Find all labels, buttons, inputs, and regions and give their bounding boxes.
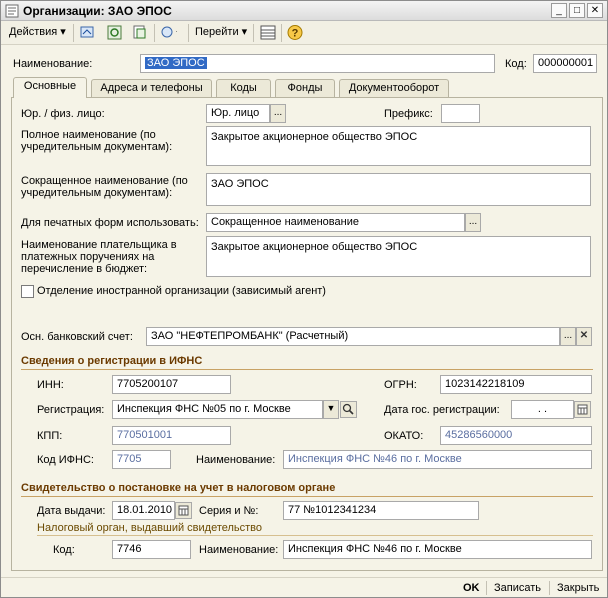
name-input-value: ЗАО ЭПОС [147, 57, 205, 69]
legal-entity-select-button[interactable]: ... [270, 104, 286, 123]
ogrn-label: ОГРН: [384, 379, 417, 391]
actions-menu[interactable]: Действия ▾ [9, 26, 66, 38]
foreign-branch-label: Отделение иностранной организации (зависимый агент) [37, 285, 326, 297]
actions-menu-label: Действия [9, 26, 58, 38]
reg-date-input[interactable]: . . [511, 400, 574, 419]
cert-name-label: Наименование: [199, 544, 279, 556]
issuing-authority-divider [37, 535, 593, 536]
cert-code-label: Код: [53, 544, 75, 556]
close-button[interactable]: Закрыть [557, 582, 600, 594]
registration-field[interactable]: Инспекция ФНС №05 по г. Москве [112, 400, 323, 419]
svg-text:?: ? [291, 27, 299, 40]
code-input[interactable]: 000000001 [533, 54, 597, 73]
okato-label: ОКАТО: [384, 430, 424, 442]
print-forms-label: Для печатных форм использовать: [21, 217, 199, 229]
kpp-label: КПП: [37, 430, 63, 442]
series-input[interactable]: 77 №1012341234 [283, 501, 479, 520]
bank-account-clear-button[interactable]: ✕ [576, 327, 592, 346]
kpp-input[interactable]: 770501001 [112, 426, 231, 445]
issue-date-label: Дата выдачи: [37, 505, 106, 517]
print-forms-select-button[interactable]: ... [465, 213, 481, 232]
list-icon[interactable] [259, 24, 277, 41]
footer-separator [486, 581, 487, 595]
tab-funds[interactable]: Фонды [275, 79, 335, 97]
window-title: Организации: ЗАО ЭПОС [23, 4, 172, 18]
refresh-icon[interactable] [106, 24, 124, 41]
full-name-textarea[interactable]: Закрытое акционерное общество ЭПОС [206, 126, 591, 166]
name-label: Наименование: [13, 58, 93, 70]
tab-codes[interactable]: Коды [216, 79, 271, 97]
close-window-button[interactable]: ✕ [587, 3, 603, 18]
ok-button[interactable]: OK [463, 582, 480, 594]
goto-menu-label: Перейти [195, 26, 239, 38]
foreign-branch-checkbox[interactable] [21, 285, 34, 298]
full-name-label: Полное наименование (по учредительным документам): [21, 129, 173, 153]
registration-label: Регистрация: [37, 404, 105, 416]
toolbar-separator [253, 24, 254, 42]
bank-account-label: Осн. банковский счет: [21, 331, 133, 343]
tab-main[interactable]: Основные [13, 77, 87, 98]
cert-code-input[interactable]: 7746 [112, 540, 191, 559]
cert-name-input[interactable]: Инспекция ФНС №46 по г. Москве [283, 540, 592, 559]
tab-document-flow[interactable]: Документооборот [339, 79, 449, 97]
print-forms-field[interactable]: Сокращенное наименование [206, 213, 465, 232]
issuing-authority-caption: Налоговый орган, выдавший свидетельство [37, 522, 263, 534]
inn-label: ИНН: [37, 379, 64, 391]
ifns-code-input[interactable]: 7705 [112, 450, 171, 469]
save-close-icon[interactable] [79, 24, 97, 41]
calendar-icon[interactable] [175, 502, 192, 519]
legal-entity-label: Юр. / физ. лицо: [21, 108, 105, 120]
save-button[interactable]: Записать [494, 582, 542, 594]
ifns-code-label: Код ИФНС: [37, 454, 94, 466]
name-input[interactable] [140, 54, 495, 73]
toolbar-separator [188, 24, 189, 42]
cert-group-divider [21, 496, 593, 497]
okato-input[interactable]: 45286560000 [440, 426, 592, 445]
short-name-label: Сокращенное наименование (по учредительным документам): [21, 175, 188, 199]
ifns-name-label: Наименование: [196, 454, 276, 466]
toolbar-separator [154, 24, 155, 42]
toolbar [1, 21, 607, 45]
footer-bar [1, 577, 607, 597]
ifns-name-input[interactable]: Инспекция ФНС №46 по г. Москве [283, 450, 592, 469]
payer-name-textarea[interactable]: Закрытое акционерное общество ЭПОС [206, 236, 591, 277]
payer-name-label: Наименование плательщика в платежных поручениях на перечисление в бюджет: [21, 239, 177, 275]
goto-menu[interactable]: Перейти ▾ [195, 26, 248, 38]
toolbar-separator [281, 24, 282, 42]
ifns-group-title: Сведения о регистрации в ИФНС [21, 355, 203, 367]
prefix-input[interactable] [441, 104, 480, 123]
prefix-label: Префикс: [384, 108, 433, 120]
series-label: Серия и №: [199, 505, 259, 517]
minimize-button[interactable]: _ [551, 3, 567, 18]
reg-date-label: Дата гос. регистрации: [384, 404, 500, 416]
help-icon[interactable] [286, 24, 304, 41]
cert-group-title: Свидетельство о постановке на учет в налоговом органе [21, 482, 336, 494]
short-name-textarea[interactable]: ЗАО ЭПОС [206, 173, 591, 206]
bank-account-field[interactable]: ЗАО "НЕФТЕПРОМБАНК" (Расчетный) [146, 327, 560, 346]
registration-dropdown-button[interactable]: ▼ [323, 400, 339, 419]
inn-input[interactable]: 7705200107 [112, 375, 231, 394]
ifns-group-divider [21, 369, 593, 370]
calendar-icon[interactable] [574, 401, 591, 418]
title-bar[interactable] [1, 1, 607, 21]
structure-icon[interactable] [159, 24, 177, 41]
copy-icon[interactable] [131, 24, 149, 41]
bank-account-select-button[interactable]: ... [560, 327, 576, 346]
maximize-button[interactable]: □ [569, 3, 585, 18]
issue-date-input[interactable]: 18.01.2010 [112, 501, 175, 520]
code-label: Код: [505, 58, 527, 70]
ogrn-input[interactable]: 1023142218109 [440, 375, 592, 394]
toolbar-separator [73, 24, 74, 42]
tab-addresses[interactable]: Адреса и телефоны [91, 79, 212, 97]
search-icon[interactable] [340, 401, 357, 418]
form-icon [5, 4, 19, 18]
footer-separator [549, 581, 550, 595]
legal-entity-field[interactable]: Юр. лицо [206, 104, 270, 123]
